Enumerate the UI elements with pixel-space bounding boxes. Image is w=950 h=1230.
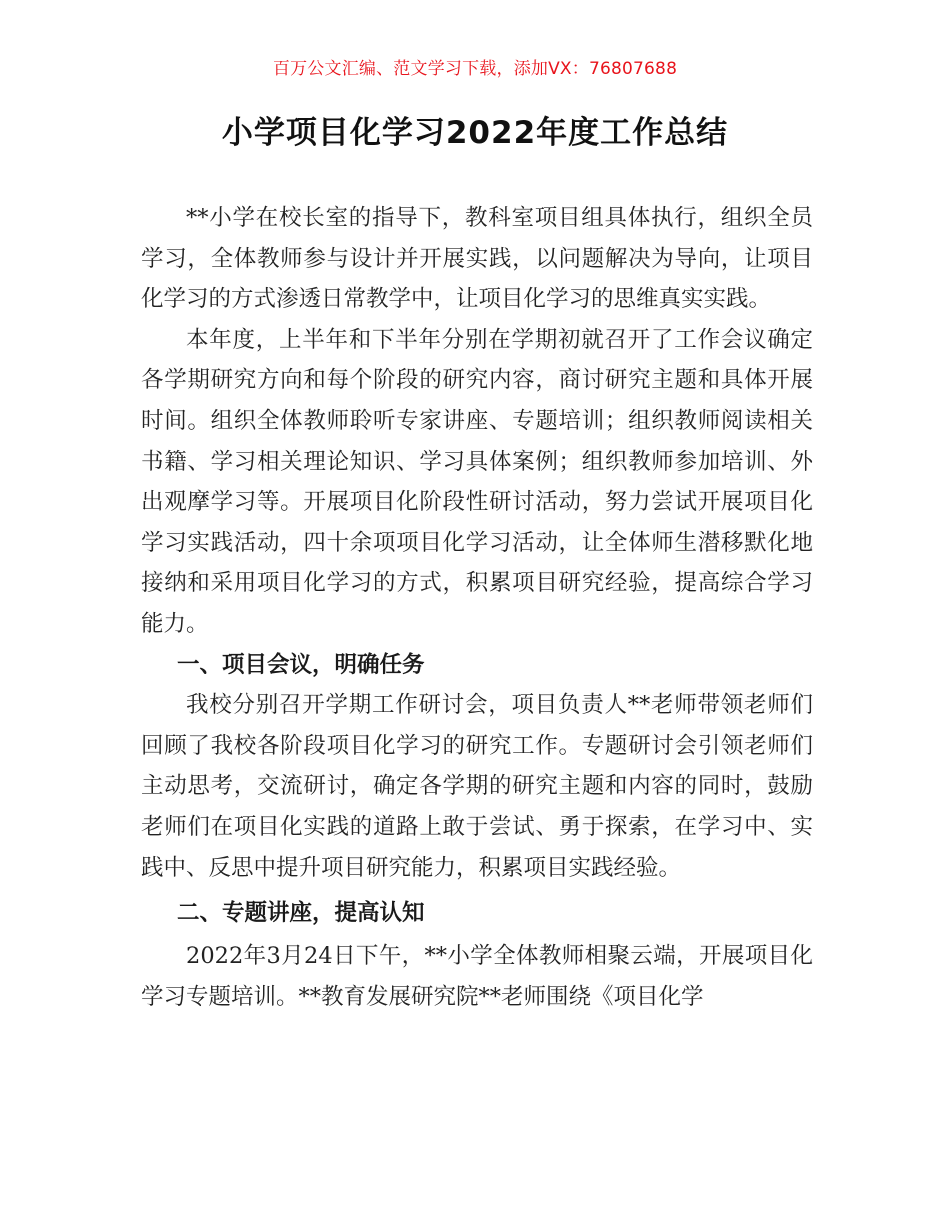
document-title: 小学项目化学习2022年度工作总结 [221,115,729,151]
section-heading-2: 二、专题讲座，提高认知 [177,900,425,927]
section-paragraph-2: 2022年3月24日下午，**小学全体教师相聚云端，开展项目化学习专题培训。**教育发展研究院**老师围绕《项目化学 [141,943,813,1010]
intro-paragraph-2: 本年度，上半年和下半年分别在学期初就召开了工作会议确定各学期研究方向和每个阶段的研究内容，商讨研究主题和具体开展时间。组织全体教师聆听专家讲座、专题培训；组织教师阅读相关书籍、学习相关理论知识、学习具体案例；组织教师参加培训、外出观摩学习等。开展项目化阶段性研讨活动，努力尝试开展项目化学习实践活动，四十余项项目化学习活动，让全体师生潜移默化地接纳和采用项目化学习的方式，积累项目研究经验，提高综合学习能力。 [141,326,813,637]
watermark-banner: 百万公文汇编、范文学习下载，添加VX：76807688 [272,59,678,79]
section-heading-1: 一、项目会议，明确任务 [177,651,425,678]
section-paragraph-1: 我校分别召开学期工作研讨会，项目负责人**老师带领老师们回顾了我校各阶段项目化学习的研究工作。专题研讨会引领老师们主动思考，交流研讨，确定各学期的研究主题和内容的同时，鼓励老师们在项目化实践的道路上敢于尝试、勇于探索，在学习中、实践中、反思中提升项目研究能力，积累项目实践经验。 [141,692,813,881]
intro-paragraph-1: **小学在校长室的指导下，教科室项目组具体执行，组织全员学习，全体教师参与设计并开展实践，以问题解决为导向，让项目化学习的方式渗透日常教学中，让项目化学习的思维真实实践。 [141,205,813,313]
document-body [141,198,813,1017]
